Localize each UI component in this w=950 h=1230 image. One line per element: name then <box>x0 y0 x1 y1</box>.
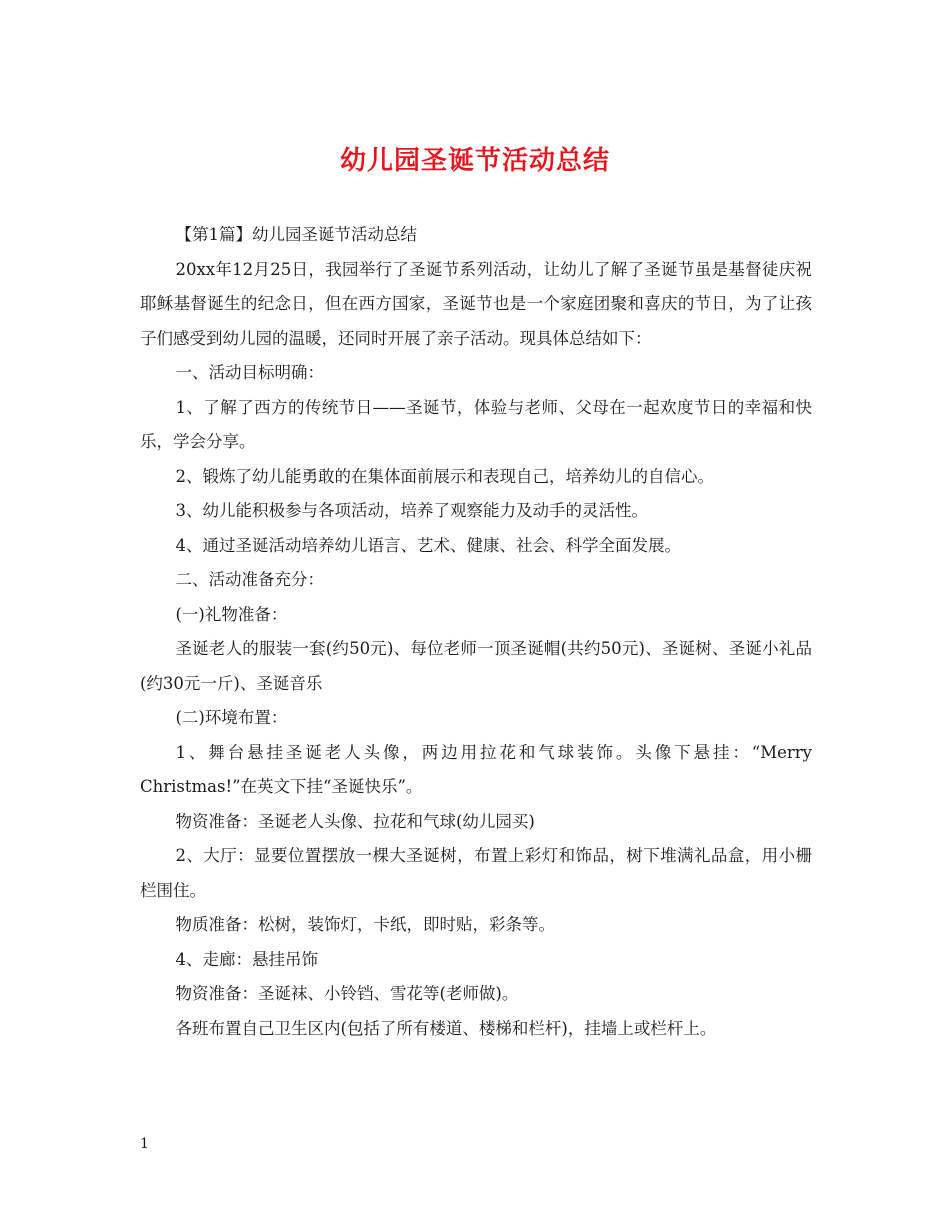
paragraph: 3、幼儿能积极参与各项活动，培养了观察能力及动手的灵活性。 <box>175 501 648 520</box>
paragraph: 各班布置自己卫生区内(包括了所有楼道、楼梯和栏杆)，挂墙上或栏杆上。 <box>175 1018 717 1038</box>
paragraph: 1、了解了西方的传统节日——圣诞节，体验与老师、父母在一起欢度节日的幸福和快乐，学会分享。 <box>140 397 812 451</box>
paragraph: (二)环境布置： <box>175 708 288 727</box>
paragraph: 二、活动准备充分： <box>175 570 324 589</box>
document-body <box>140 218 812 1046</box>
paragraph: 4、通过圣诞活动培养幼儿语言、艺术、健康、社会、科学全面发展。 <box>175 535 681 555</box>
paragraph: 物资准备：圣诞老人头像、拉花和气球(幼儿园买) <box>175 811 535 831</box>
paragraph: 1、舞台悬挂圣诞老人头像，两边用拉花和气球装饰。头像下悬挂：“Merry Christmas!”在英文下挂“圣诞快乐”。 <box>140 742 812 796</box>
document-title: 幼儿园圣诞节活动总结 <box>339 146 610 176</box>
paragraph: 物资准备：圣诞袜、小铃铛、雪花等(老师做)。 <box>175 984 519 1003</box>
page-number: 1 <box>140 1136 149 1152</box>
paragraph: 物质准备：松树，装饰灯，卡纸，即时贴，彩条等。 <box>175 915 555 934</box>
paragraph: (一)礼物准备： <box>175 604 288 624</box>
paragraph: 2、锻炼了幼儿能勇敢的在集体面前展示和表现自己，培养幼儿的自信心。 <box>175 466 714 486</box>
section-heading: 【第1篇】幼儿园圣诞节活动总结 <box>175 225 417 244</box>
paragraph: 圣诞老人的服装一套(约50元)、每位老师一顶圣诞帽(共约50元)、圣诞树、圣诞小礼品(约30元一斤)、圣诞音乐 <box>140 639 812 693</box>
paragraph: 20xx年12月25日，我园举行了圣诞节系列活动，让幼儿了解了圣诞节虽是基督徒庆祝耶稣基督诞生的纪念日，但在西方国家，圣诞节也是一个家庭团聚和喜庆的节日，为了让孩子们感受到幼儿园的温暖，还同时开展了亲子活动。现具体总结如下： <box>140 259 812 348</box>
paragraph: 一、活动目标明确： <box>175 363 324 382</box>
paragraph: 2、大厅：显要位置摆放一棵大圣诞树，布置上彩灯和饰品，树下堆满礼品盒，用小栅栏围住。 <box>140 846 812 900</box>
paragraph: 4、走廊：悬挂吊饰 <box>175 949 318 969</box>
